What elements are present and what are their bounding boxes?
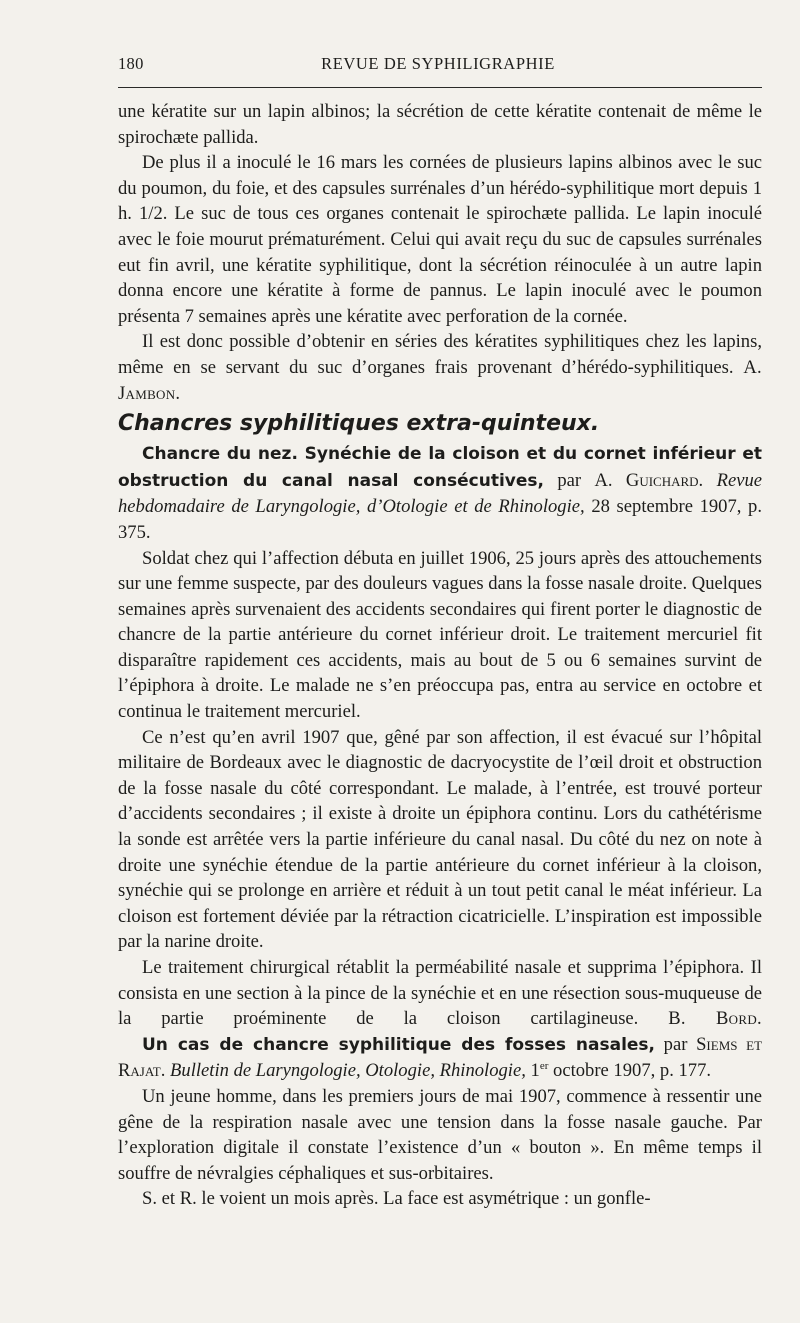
page-number: 180	[118, 54, 144, 73]
review1-paragraph: De plus il a inoculé le 16 mars les cornées de plusieurs lapins albinos avec le suc du poumon, du foie, et des capsules surrénales d’un hérédo-syphilitique mort depuis 1 h. 1/2. Le suc de tous ces organes contenait le spirochæte pallida. Le lapin inoculé avec le foie mourut prématurément. Celui qui avait reçu du suc de capsules surrénales eut fin avril, une kératite syphilitique, dont la sécrétion réinoculée à un autre lapin donna encore une kératite à forme de pannus. Le lapin inoculé avec le poumon présenta 7 semaines après une kératite avec perforation de la cornée.	[118, 152, 762, 327]
review2-paragraph-text: Le traitement chirurgical rétablit la perméabilité nasale et supprima l’épiphora. Il consista en une section à la pince de la synéchie et en une résection sous-muqueuse de la partie proéminente de la cloison cartilagineuse.	[118, 957, 762, 1030]
review1-continuation: une kératite sur un lapin albinos; la sécrétion de cette kératite contenait de même le spirochæte pallida.	[118, 101, 762, 148]
running-title: REVUE DE SYPHILIGRAPHIE	[321, 54, 555, 73]
review3-paragraph: S. et R. le voient un mois après. La face est asymétrique : un gonfle-	[142, 1188, 651, 1210]
article-authors: Siems et Rajat.	[118, 1033, 763, 1082]
ordinal-superscript: er	[539, 1060, 549, 1073]
review1-paragraph-with-signature	[118, 329, 762, 406]
section-title: Chancres syphilitiques extra-quinteux.	[118, 411, 600, 437]
review3-paragraph: Un jeune homme, dans les premiers jours de mai 1907, commence à ressentir une gêne de la respiration nasale avec une tension dans la fosse nasale gauche. Par l’exploration digitale il constate l’existence d’un « bouton ». En même temps il souffre de névralgies céphaliques et sus-orbitaires.	[118, 1085, 762, 1184]
article-title: Chancre du nez. Synéchie de la cloison et du cornet inférieur et obstruction du canal nasal consécutives,	[118, 444, 762, 491]
reviewer-signature: A. Jambon.	[118, 356, 762, 404]
citation-by: par	[557, 469, 582, 491]
journal-name: Revue hebdomadaire de Laryngologie, d’Otologie et de Rhinologie,	[118, 469, 763, 518]
citation-by: par	[663, 1033, 688, 1055]
reviewer-signature: B. Bord.	[668, 1008, 762, 1030]
article-citation	[118, 441, 762, 545]
article-citation	[118, 1032, 762, 1084]
review2-paragraph: Soldat chez qui l’affection débuta en juillet 1906, 25 jours après des attouchements sur une femme suspecte, par des douleurs vagues dans la fosse nasale droite. Quelques semaines après survenaient des accidents secondaires qui firent porter le diagnostic de chancre de la partie antérieure du cornet inférieur droit. Le traitement mercuriel fit disparaître rapidement ces accidents, mais au bout de 5 ou 6 semaines survint de l’épiphora à droite. Le malade ne s’en préoccupa pas, entra au service en octobre et continua le traitement mercuriel.	[118, 547, 762, 723]
article-author: A. Guichard.	[594, 469, 704, 491]
page-body	[118, 99, 762, 1212]
journal-name: Bulletin de Laryngologie, Otologie, Rhinologie,	[170, 1060, 526, 1082]
header-rule	[118, 87, 762, 88]
review2-paragraph-with-signature	[118, 955, 762, 1032]
review2-paragraph: Ce n’est qu’en avril 1907 que, gêné par son affection, il est évacué sur l’hôpital militaire de Bordeaux avec le diagnostic de dacryocystite de l’œil droit et obstruction de la fosse nasale du côté correspondant. Le malade, à l’entrée, est trouvé porteur d’accidents secondaires ; il existe à droite un épiphora continu. Lors du cathétérisme la sonde est arrêtée vers la partie inférieure du canal nasal. Du côté du nez on note à droite une synéchie étendue de la partie antérieure du cornet inférieur à la cloison, synéchie qui se prolonge en arrière et réduit à un tout petit canal le méat inférieur. La cloison est fortement déviée par la rétraction cicatricielle. L’inspiration est impossible par la narine droite.	[118, 726, 762, 953]
review1-paragraph-text: Il est donc possible d’obtenir en séries des kératites syphilitiques chez les lapins, même en se servant du suc d’organes frais provenant d’hérédo-syphilitiques.	[118, 331, 762, 378]
publication-day: 1	[530, 1060, 540, 1082]
publication-date: 28 septembre 1907, p. 375.	[118, 496, 762, 543]
article-title: Un cas de chancre syphilitique des fosses nasales,	[142, 1034, 656, 1055]
publication-date: octobre 1907, p. 177.	[553, 1060, 712, 1082]
